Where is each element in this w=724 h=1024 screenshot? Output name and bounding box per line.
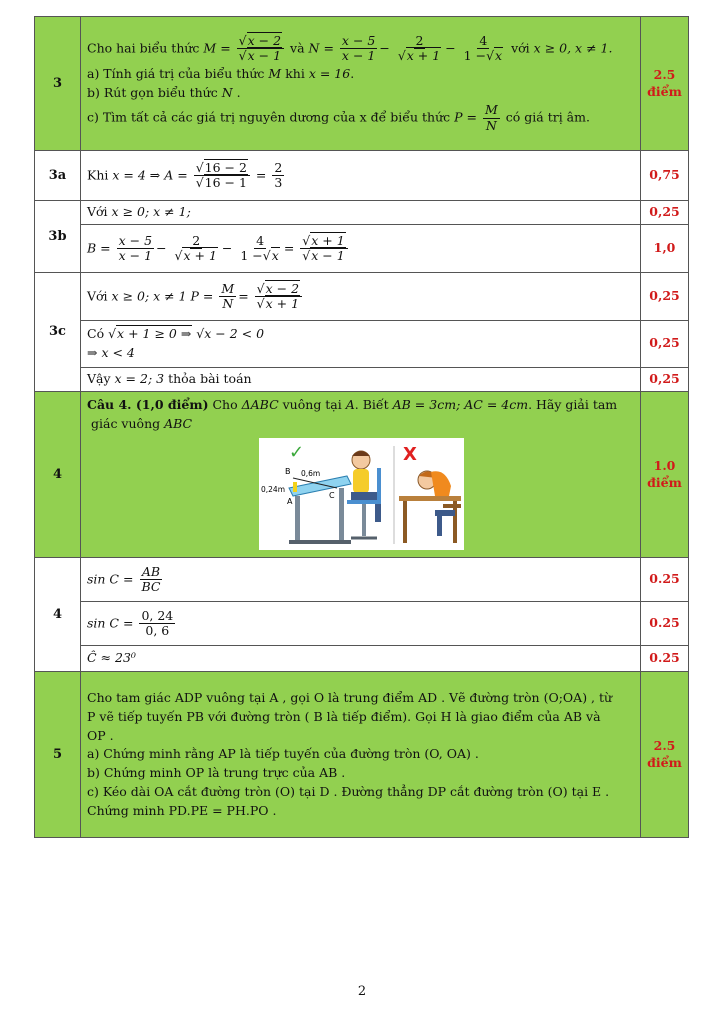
chair-post	[362, 504, 366, 536]
boy-shin	[437, 514, 442, 536]
math: N =	[308, 40, 334, 56]
answer-4-row-3	[35, 646, 689, 672]
fraction: $\frac{2}{√x + 1}$	[397, 32, 441, 64]
text: b) Chứng minh OP là trung trực của AB .	[87, 765, 346, 781]
math: B =	[87, 240, 111, 255]
math: 4	[256, 232, 265, 248]
text: và	[290, 40, 305, 56]
text: b) Rút gọn biểu thức	[87, 84, 218, 100]
math: 0, 24	[141, 608, 174, 623]
answer-3a-row	[35, 151, 689, 201]
math: N	[221, 84, 233, 100]
text: OP .	[87, 727, 114, 743]
math: 3	[274, 175, 283, 190]
points: 1,0	[641, 225, 689, 273]
text: Chứng minh PD.PE = PH.PO .	[87, 803, 277, 819]
question-number: 5	[35, 672, 81, 838]
math: x ≥ 0; x ≠ 1;	[111, 204, 191, 220]
math: ΔABC	[241, 396, 279, 412]
cross-icon: X	[403, 444, 417, 466]
chair-seat	[347, 500, 381, 504]
check-icon: ✓	[289, 442, 305, 464]
points-unit: điểm	[647, 754, 682, 770]
text: Cho	[212, 396, 238, 412]
math: x	[271, 248, 279, 263]
answer-number: 4	[35, 558, 81, 672]
math: x − 1	[341, 48, 376, 64]
answer-3c-row-2	[35, 321, 689, 368]
question-3-content: Cho hai biểu thức M = $\frac{√x - 2}{√x - 1}$ và N = $\frac{x - 5}{x - 1}$ − $\frac{2}{√x + 1}$ − $\frac{4}{1 -√x}$ với x ≥ 0, x ≠ 1. a) Tính giá trị của biểu thức M khi x = 16. b) Rút gọn biểu thức N . c) Tìm tất cả các giá trị nguyên dương của x để biểu thức P = $\frac{M}{N}$ có giá trị âm.	[81, 17, 641, 151]
math: x ≥ 0, x ≠ 1.	[533, 40, 613, 56]
page-number: 2	[357, 984, 367, 999]
points-value: 2.5	[653, 738, 676, 753]
points	[641, 17, 689, 151]
math: AB = 3cm; AC = 4cm	[392, 396, 529, 412]
answer-3a-content	[81, 151, 641, 201]
points: 0.25	[641, 558, 689, 602]
desk-leg	[295, 496, 300, 542]
answer-table	[34, 16, 689, 838]
points-unit: điểm	[647, 83, 682, 99]
label-B: B	[285, 467, 291, 477]
math: sin C =	[87, 615, 134, 631]
text: Cho hai biểu thức	[87, 40, 200, 56]
math: M	[268, 65, 282, 81]
points	[641, 672, 689, 838]
chair-seat	[443, 504, 461, 508]
math: sin C =	[87, 571, 134, 587]
fraction: $\frac{√x - 2}{√x + 1}$	[255, 282, 302, 312]
text: . Hãy giải tam	[528, 396, 618, 412]
math: 2	[415, 32, 424, 48]
desk-leg	[339, 488, 344, 542]
desk-leg	[403, 501, 407, 543]
chair-back	[377, 468, 381, 502]
text: P vẽ tiếp tuyến PB với đường tròn ( B là tiếp điểm). Gọi H là giao điểm của AB và	[87, 708, 601, 724]
answer-3b-line-2: B = $\frac{x - 5}{x - 1}$ − $\frac{2}{√x + 1}$ − $\frac{4}{1 -√x}$ = $\frac{√x + 1}{√x - 1}$	[81, 225, 641, 273]
question-3-row	[35, 17, 689, 151]
text: Vậy	[87, 370, 111, 386]
text: có giá trị âm.	[505, 109, 590, 125]
answer-number: 3c	[35, 273, 81, 392]
math: x ≥ 0; x ≠ 1 P =	[111, 288, 214, 303]
answer-3b-line-1	[81, 201, 641, 225]
answer-4-line-3	[81, 646, 641, 672]
math: M =	[203, 40, 231, 56]
math: 2	[274, 159, 283, 175]
math: M	[221, 280, 235, 296]
math: 2	[192, 232, 201, 248]
fraction	[272, 161, 284, 191]
math: N	[222, 296, 234, 311]
fraction	[219, 282, 236, 312]
points-value: 2.5	[653, 66, 676, 82]
text: với	[511, 40, 530, 56]
answer-3c-row-1	[35, 273, 689, 321]
text: a) Chứng minh rằng AP là tiếp tuyến của đường tròn (O, OA) .	[87, 746, 479, 762]
boy-legs	[351, 492, 379, 500]
points: 0.25	[641, 646, 689, 672]
points: 0,25	[641, 321, 689, 368]
answer-number: 3b	[35, 201, 81, 273]
text: Có	[87, 326, 105, 341]
text: c) Tìm tất cả các giá trị nguyên dương của x để biểu thức	[87, 109, 451, 125]
math: BC	[141, 579, 161, 595]
posture-illustration	[259, 438, 464, 550]
text: a) Tính giá trị của biểu thức	[87, 65, 265, 81]
math: x = 4 ⇒ A =	[112, 167, 188, 182]
math: 0, 6	[145, 623, 170, 639]
question-4-row	[35, 391, 689, 558]
math: ⇒ x < 4	[87, 344, 135, 360]
question-number: 4	[35, 391, 81, 558]
text: khi	[285, 65, 305, 81]
label-0-6m: 0,6m	[301, 469, 321, 479]
math: x − 2	[247, 32, 282, 48]
math: x + 1	[311, 232, 345, 248]
math: =	[255, 167, 267, 182]
answer-4-row-2	[35, 602, 689, 646]
fraction: $\frac{4}{1 -√x}$	[463, 32, 503, 64]
text: . Biết	[354, 396, 389, 412]
math: 16 − 1	[204, 175, 247, 190]
math: 4	[479, 32, 488, 48]
fraction	[340, 34, 377, 64]
math: N	[485, 117, 497, 133]
fraction	[483, 103, 500, 133]
text: Với	[87, 288, 108, 303]
fraction: $\frac{√16 - 2}{√16 - 1}$	[194, 161, 250, 191]
answer-3b-row-2	[35, 225, 689, 273]
text: giác vuông	[91, 415, 161, 431]
math: ABC	[164, 415, 193, 431]
answer-4-line-1	[81, 558, 641, 602]
fraction-M: $\frac{√x - 2}{√x - 1}$	[237, 34, 284, 64]
math: x − 1	[247, 48, 282, 64]
math: 1 −	[240, 248, 263, 263]
answer-4-row-1	[35, 558, 689, 602]
answer-3c-row-3	[35, 367, 689, 391]
answer-3c-line-2: Có √x + 1 ≥ 0 ⇒ √x − 2 < 0 ⇒ x < 4	[81, 321, 641, 368]
points-unit: điểm	[647, 474, 682, 490]
fraction: $\frac{2}{√x + 1}$	[174, 232, 217, 263]
points: 0.25	[641, 602, 689, 646]
math: x + 1 ≥ 0 ⇒	[117, 326, 192, 341]
text: vuông tại	[282, 396, 342, 412]
answer-number: 3a	[35, 151, 81, 201]
text: Cho tam giác ADP vuông tại A , gọi O là trung điểm AD . Vẽ đường tròn (O;OA) , từ	[87, 689, 613, 705]
math: x	[495, 48, 503, 64]
math: x − 5	[118, 232, 153, 248]
math: M	[484, 102, 498, 118]
question-number: 3	[35, 17, 81, 151]
answer-3b-row-1	[35, 201, 689, 225]
math: 1 −	[463, 48, 487, 64]
posture-illustration-svg	[259, 438, 464, 550]
triangle-marker	[293, 482, 297, 492]
math: x = 16	[308, 65, 351, 81]
math: x − 2	[265, 280, 300, 296]
fraction: $\frac{√x + 1}{√x - 1}$	[300, 234, 347, 264]
math: x − 1	[118, 248, 153, 263]
math: P =	[454, 109, 477, 125]
fraction	[139, 565, 162, 595]
question-5-content	[81, 672, 641, 838]
points: 0,25	[641, 273, 689, 321]
math: 16 − 2	[204, 159, 247, 175]
math: x − 2 < 0	[204, 326, 265, 341]
fraction	[117, 234, 154, 264]
question-5-row	[35, 672, 689, 838]
text: Với	[87, 204, 108, 220]
math: AB	[141, 564, 161, 579]
question-4-content	[81, 391, 641, 558]
math: x − 1	[311, 248, 345, 263]
label-0-24m: 0,24m	[261, 485, 286, 495]
answer-4-line-2	[81, 602, 641, 646]
fraction	[139, 609, 175, 639]
points	[641, 391, 689, 558]
math: x + 1	[183, 248, 217, 263]
points-value: 1.0	[653, 457, 676, 473]
points: 0,25	[641, 367, 689, 391]
points: 0,25	[641, 201, 689, 225]
points: 0,75	[641, 151, 689, 201]
answer-3c-line-3	[81, 367, 641, 391]
text: thỏa bài toán	[168, 370, 252, 386]
desk-base	[289, 540, 351, 544]
text: Khi	[87, 167, 109, 182]
question-title: Câu 4. (1,0 điểm)	[87, 396, 209, 412]
desk-top-right	[399, 496, 461, 501]
text: c) Kéo dài OA cắt đường tròn (O) tại D . Đường thẳng DP cắt đường tròn (O) tại E .	[87, 784, 610, 800]
math: x + 1	[265, 296, 300, 311]
math: Ĉ ≈ 23⁰	[87, 650, 136, 666]
math: x − 5	[341, 32, 376, 48]
label-A: A	[287, 497, 293, 507]
fraction: $\frac{4}{1 -√x}$	[240, 232, 279, 263]
math: A	[345, 396, 355, 412]
math: x + 1	[406, 48, 441, 64]
boy-shirt	[353, 469, 369, 493]
label-C: C	[329, 491, 335, 501]
math: x = 2; 3	[114, 370, 165, 386]
answer-3c-line-1: Với x ≥ 0; x ≠ 1 P = $\frac{M}{N}$ = $\frac{√x - 2}{√x + 1}$	[81, 273, 641, 321]
